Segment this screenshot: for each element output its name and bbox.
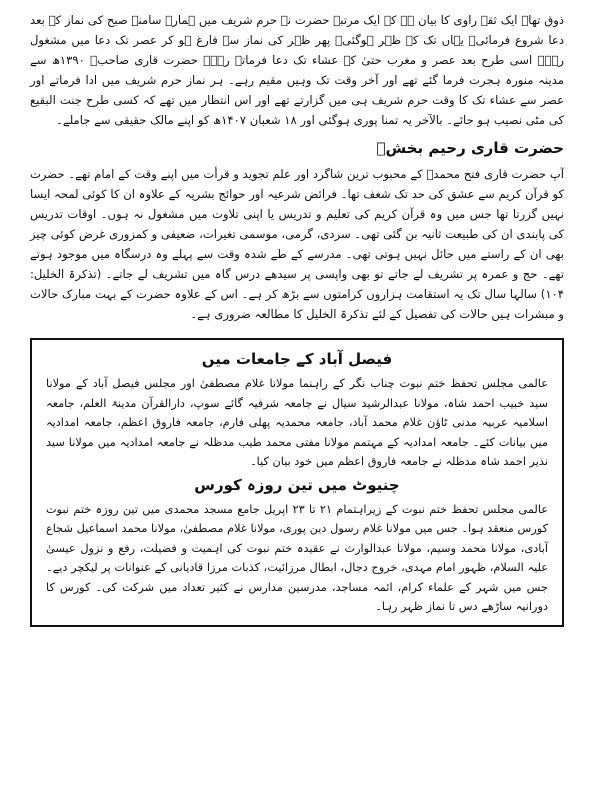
- intro-paragraph: ذوق تھا۔ ایک ثقہ راوی کا بیان ہے کہ ایک مرتبہ حضرت نے حرم شریف میں ہمارے سامنے صبح کی نماز کے بعد دعا شروع فرمائی۔ یہاں تک کہ ظہر ہوگئی۔ پھر ظہر کی نماز سے فارغ ہو کر عصر تک دعا میں مشغول رہے۔ اسی طرح بعد عصر و مغرب حتیٰ کہ عشاء تک دعا فرماتے رہے۔ حضرت قاری صاحبؒ ۱۳۹۰ھ سے مدینہ منورہ ہجرت فرما گئے تھے اور آخر وقت تک وہیں مقیم رہے۔ ہر نماز حرم شریف میں ادا فرماتے اور عصر سے عشاء تک کا وقت حرم شریف ہی میں گزارتے تھے اور اس انتظار میں تھے کہ کسی طرح جنت البقیع کی مٹی نصیب ہو جائے۔ بالآخر یہ تمنا پوری ہوگئی اور ۱۸ شعبان ۱۴۰۷ھ کو اپنے مالک حقیقی سے جاملے۔: [30, 13, 564, 127]
- section-heading: حضرت قاری رحیم بخشؒ: [376, 139, 564, 157]
- section-paragraph: آپ حضرت قاری فتح محمدؒ کے محبوب ترین شاگرد اور علم تجوید و قرأت میں اپنے وقت کے امام تھے۔ حضرت کو قرآن کریم سے عشق کی حد تک شغف تھا۔ فرائض شرعیہ اور حوائج بشریہ کے علاوہ ان کا کوئی لمحہ ایسا نہیں گزرتا تھا جس میں وہ قرآن کریم کی تعلیم و تدریس یا اپنی تلاوت میں مشغول نہ ہوں۔ اوقات تدریس کی پابندی ان کی طبیعت ثانیہ بن گئی تھی۔ سردی، گرمی، موسمی تغیرات، ضعیفی و کمزوری غرض کوئی چیز بھی ان کے راستے میں حائل نہیں ہوتی تھی۔ مدرسے کے طے شدہ وقت سے پہلے وہ درسگاہ میں موجود ہوتے تھے۔ حج و عمرہ پر تشریف لے جاتے تو بھی واپسی پر سیدھے درس گاہ میں تشریف لے جاتے۔ (تذکرۃ الخلیل: ۱۰۴) سالہا سال تک یہ استقامت ہزاروں کرامتوں سے بڑھ کر ہے۔ اس کے علاوہ حضرت کے بہت مبارک حالات و مبشرات ہیں حالات کی تفصیل کے لئے تذکرۃ الخلیل کا مطالعہ ضروری ہے۔: [30, 167, 564, 321]
- chiniot-paragraph: عالمی مجلس تحفظ ختم نبوت کے زیراہتمام ۲۱ تا ۲۳ اپریل جامع مسجد محمدی میں تین روزہ ختم نبوت کورس منعقد ہوا۔ جس میں مولانا غلام رسول دین پوری، مولانا غلام مصطفیٰ، مولانا محمد اسماعیل شجاع آبادی، مولانا محمد وسیم، مولانا عبدالوارث نے عقیدہ ختم نبوت کی اہمیت و فضیلت، رفع و نزول عیسیٰ علیہ السلام، ظہور امام مہدی، خروج دجال، ابطال مرزائیت، کذبات مرزا قادیانی کے عنوانات پر لیکچر دیے۔ جس میں شہر کے علماء کرام، ائمہ مساجد، مدرسین مدارس نے کثیر تعداد میں شرکت کی۔ کورس کا دورانیہ ساڑھے دس تا نماز ظہر رہا۔: [46, 502, 548, 613]
- chiniot-title: چنیوٹ میں تین روزہ کورس: [194, 475, 400, 494]
- faisalabad-title: فیصل آباد کے جامعات میں: [201, 350, 393, 368]
- faisalabad-paragraph: عالمی مجلس تحفظ ختم نبوت چناب نگر کے راہنما مولانا غلام مصطفیٰ اور مجلس فیصل آباد کے مولانا سید خبیب احمد شاہ، مولانا عبدالرشید سیال نے جامعہ شرفیہ گائے سوپ، دارالقرآن مدینۃ العلم، جامعہ اسلامیہ عربیہ مدنی ٹاؤن غلام محمد آباد، جامعہ محمدیہ پھلی فارم، جامعہ فاروق اعظم، جامعہ امدادیہ میں بیانات کئے۔ جامعہ امدادیہ کے مہتمم مولانا مفتی محمد طیب مدظلہ نے جامعہ امدادیہ میں مولانا سید نذیر احمد شاہ مدظلہ نے جامعہ فاروق اعظم میں خود بیان کیا۔: [46, 377, 548, 468]
- news-box: [30, 338, 564, 627]
